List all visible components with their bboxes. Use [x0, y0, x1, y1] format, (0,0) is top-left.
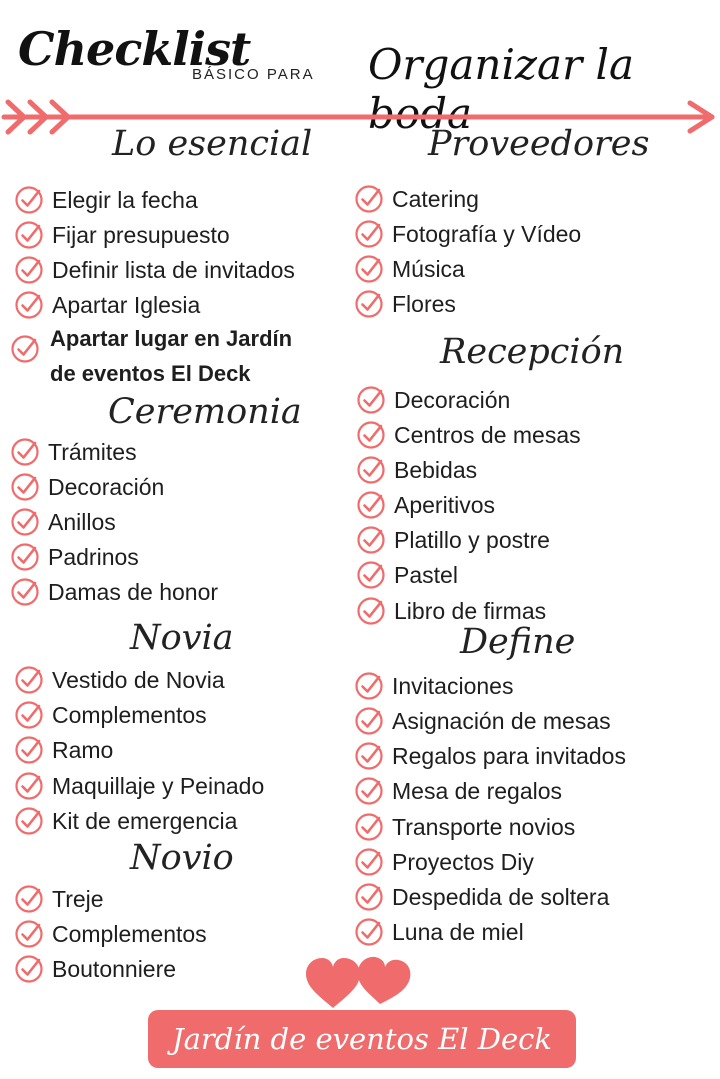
- check-circle-icon: [14, 255, 44, 285]
- footer-text: Jardín de eventos El Deck: [172, 1022, 552, 1056]
- list-item: [356, 418, 581, 452]
- list-item: [356, 453, 477, 487]
- check-circle-icon: [354, 219, 384, 249]
- check-circle-icon: [10, 334, 40, 364]
- list-item: [14, 288, 200, 322]
- item-label: Catering: [392, 185, 479, 212]
- list-item: [14, 882, 104, 916]
- list-item: [356, 488, 495, 522]
- list-item: [356, 594, 546, 628]
- item-label: Proyectos Diy: [392, 848, 534, 875]
- item-label: Regalos para invitados: [392, 742, 626, 769]
- item-label: Fijar presupuesto: [52, 221, 230, 248]
- list-item: [354, 880, 609, 914]
- item-label: Maquillaje y Peinado: [52, 772, 265, 799]
- check-circle-icon: [10, 577, 40, 607]
- check-circle-icon: [354, 917, 384, 947]
- item-label: Complementos: [52, 701, 207, 728]
- check-circle-icon: [354, 706, 384, 736]
- item-label: Asignación de mesas: [392, 707, 611, 734]
- footer-banner: [148, 1010, 576, 1068]
- heading-define: Define: [460, 622, 576, 662]
- list-item: [14, 952, 176, 986]
- check-circle-icon: [14, 185, 44, 215]
- hearts-icon: [300, 952, 420, 1012]
- list-item: [10, 540, 139, 574]
- item-label: Damas de honor: [48, 578, 219, 605]
- item-label: Bebidas: [394, 456, 478, 483]
- check-circle-icon: [10, 507, 40, 537]
- item-label: Mesa de regalos: [392, 777, 563, 804]
- item-label-line1: Apartar lugar en Jardín: [50, 326, 293, 351]
- list-item: [10, 505, 116, 539]
- heading-recepcion: Recepción: [440, 332, 625, 372]
- check-circle-icon: [354, 847, 384, 877]
- list-item-highlight: [10, 324, 340, 394]
- heading-novio: Novio: [130, 838, 234, 878]
- heading-lo-esencial: Lo esencial: [112, 124, 313, 164]
- list-item: [354, 287, 456, 321]
- item-label: Complementos: [52, 920, 207, 947]
- item-label: Trámites: [48, 438, 137, 465]
- title-organizar-boda: Organizar la boda: [368, 40, 634, 138]
- item-label: Pastel: [394, 561, 458, 588]
- check-circle-icon: [354, 776, 384, 806]
- list-item: [14, 183, 198, 217]
- check-circle-icon: [354, 741, 384, 771]
- item-label: Decoración: [394, 386, 511, 413]
- item-label: Transporte novios: [392, 813, 576, 840]
- check-circle-icon: [354, 671, 384, 701]
- check-circle-icon: [10, 542, 40, 572]
- item-label: Luna de miel: [392, 918, 524, 945]
- list-item: [354, 182, 479, 216]
- list-item: [354, 704, 611, 738]
- heading-novia: Novia: [130, 618, 234, 658]
- list-item: [14, 769, 264, 803]
- title-basico-para: BÁSICO PARA: [192, 66, 315, 83]
- list-item: [356, 383, 510, 417]
- check-circle-icon: [356, 455, 386, 485]
- list-item: [14, 218, 230, 252]
- list-item: [356, 523, 550, 557]
- list-item: [354, 915, 524, 949]
- item-label: Aperitivos: [394, 491, 495, 518]
- check-circle-icon: [14, 220, 44, 250]
- list-item: [354, 810, 575, 844]
- list-item: [356, 558, 458, 592]
- list-item: [14, 733, 113, 767]
- list-item: [14, 253, 295, 287]
- item-label: Kit de emergencia: [52, 807, 238, 834]
- check-circle-icon: [14, 806, 44, 836]
- item-label: Despedida de soltera: [392, 883, 610, 910]
- check-circle-icon: [354, 289, 384, 319]
- check-circle-icon: [14, 954, 44, 984]
- check-circle-icon: [356, 525, 386, 555]
- list-item: [14, 698, 207, 732]
- item-label: Ramo: [52, 736, 114, 763]
- check-circle-icon: [354, 812, 384, 842]
- check-circle-icon: [14, 700, 44, 730]
- list-item: [354, 252, 465, 286]
- item-label: Flores: [392, 290, 456, 317]
- check-circle-icon: [354, 184, 384, 214]
- list-item: [10, 435, 137, 469]
- check-circle-icon: [14, 919, 44, 949]
- check-circle-icon: [354, 882, 384, 912]
- check-circle-icon: [356, 420, 386, 450]
- check-circle-icon: [356, 490, 386, 520]
- check-circle-icon: [14, 884, 44, 914]
- item-label: Boutonniere: [52, 955, 177, 982]
- check-circle-icon: [356, 385, 386, 415]
- item-label: Treje: [52, 885, 104, 912]
- check-circle-icon: [10, 472, 40, 502]
- item-label: Música: [392, 255, 465, 282]
- check-circle-icon: [354, 254, 384, 284]
- list-item: [354, 217, 581, 251]
- check-circle-icon: [356, 560, 386, 590]
- list-item: [14, 917, 207, 951]
- list-item: [354, 845, 534, 879]
- title-checklist: Checklist: [18, 22, 251, 76]
- item-label: Decoración: [48, 473, 165, 500]
- heading-ceremonia: Ceremonia: [108, 392, 302, 432]
- list-item: [354, 739, 626, 773]
- check-circle-icon: [356, 596, 386, 626]
- item-label: Apartar Iglesia: [52, 291, 201, 318]
- list-item: [354, 774, 562, 808]
- item-label: Anillos: [48, 508, 116, 535]
- item-label: Invitaciones: [392, 672, 514, 699]
- item-label: Fotografía y Vídeo: [392, 220, 582, 247]
- list-item: [354, 669, 513, 703]
- item-label: Centros de mesas: [394, 421, 581, 448]
- check-circle-icon: [14, 290, 44, 320]
- item-label: Definir lista de invitados: [52, 256, 295, 283]
- check-circle-icon: [14, 665, 44, 695]
- item-label-line2: de eventos El Deck: [50, 361, 251, 386]
- list-item: [14, 663, 225, 697]
- check-circle-icon: [10, 437, 40, 467]
- item-label: Libro de firmas: [394, 597, 547, 624]
- item-label: Padrinos: [48, 543, 139, 570]
- heading-proveedores: Proveedores: [428, 124, 650, 164]
- list-item: [10, 575, 218, 609]
- item-label: Platillo y postre: [394, 526, 550, 553]
- list-item: [10, 470, 164, 504]
- item-label: Vestido de Novia: [52, 666, 225, 693]
- check-circle-icon: [14, 735, 44, 765]
- check-circle-icon: [14, 771, 44, 801]
- item-label: Elegir la fecha: [52, 186, 198, 213]
- list-item: [14, 804, 237, 838]
